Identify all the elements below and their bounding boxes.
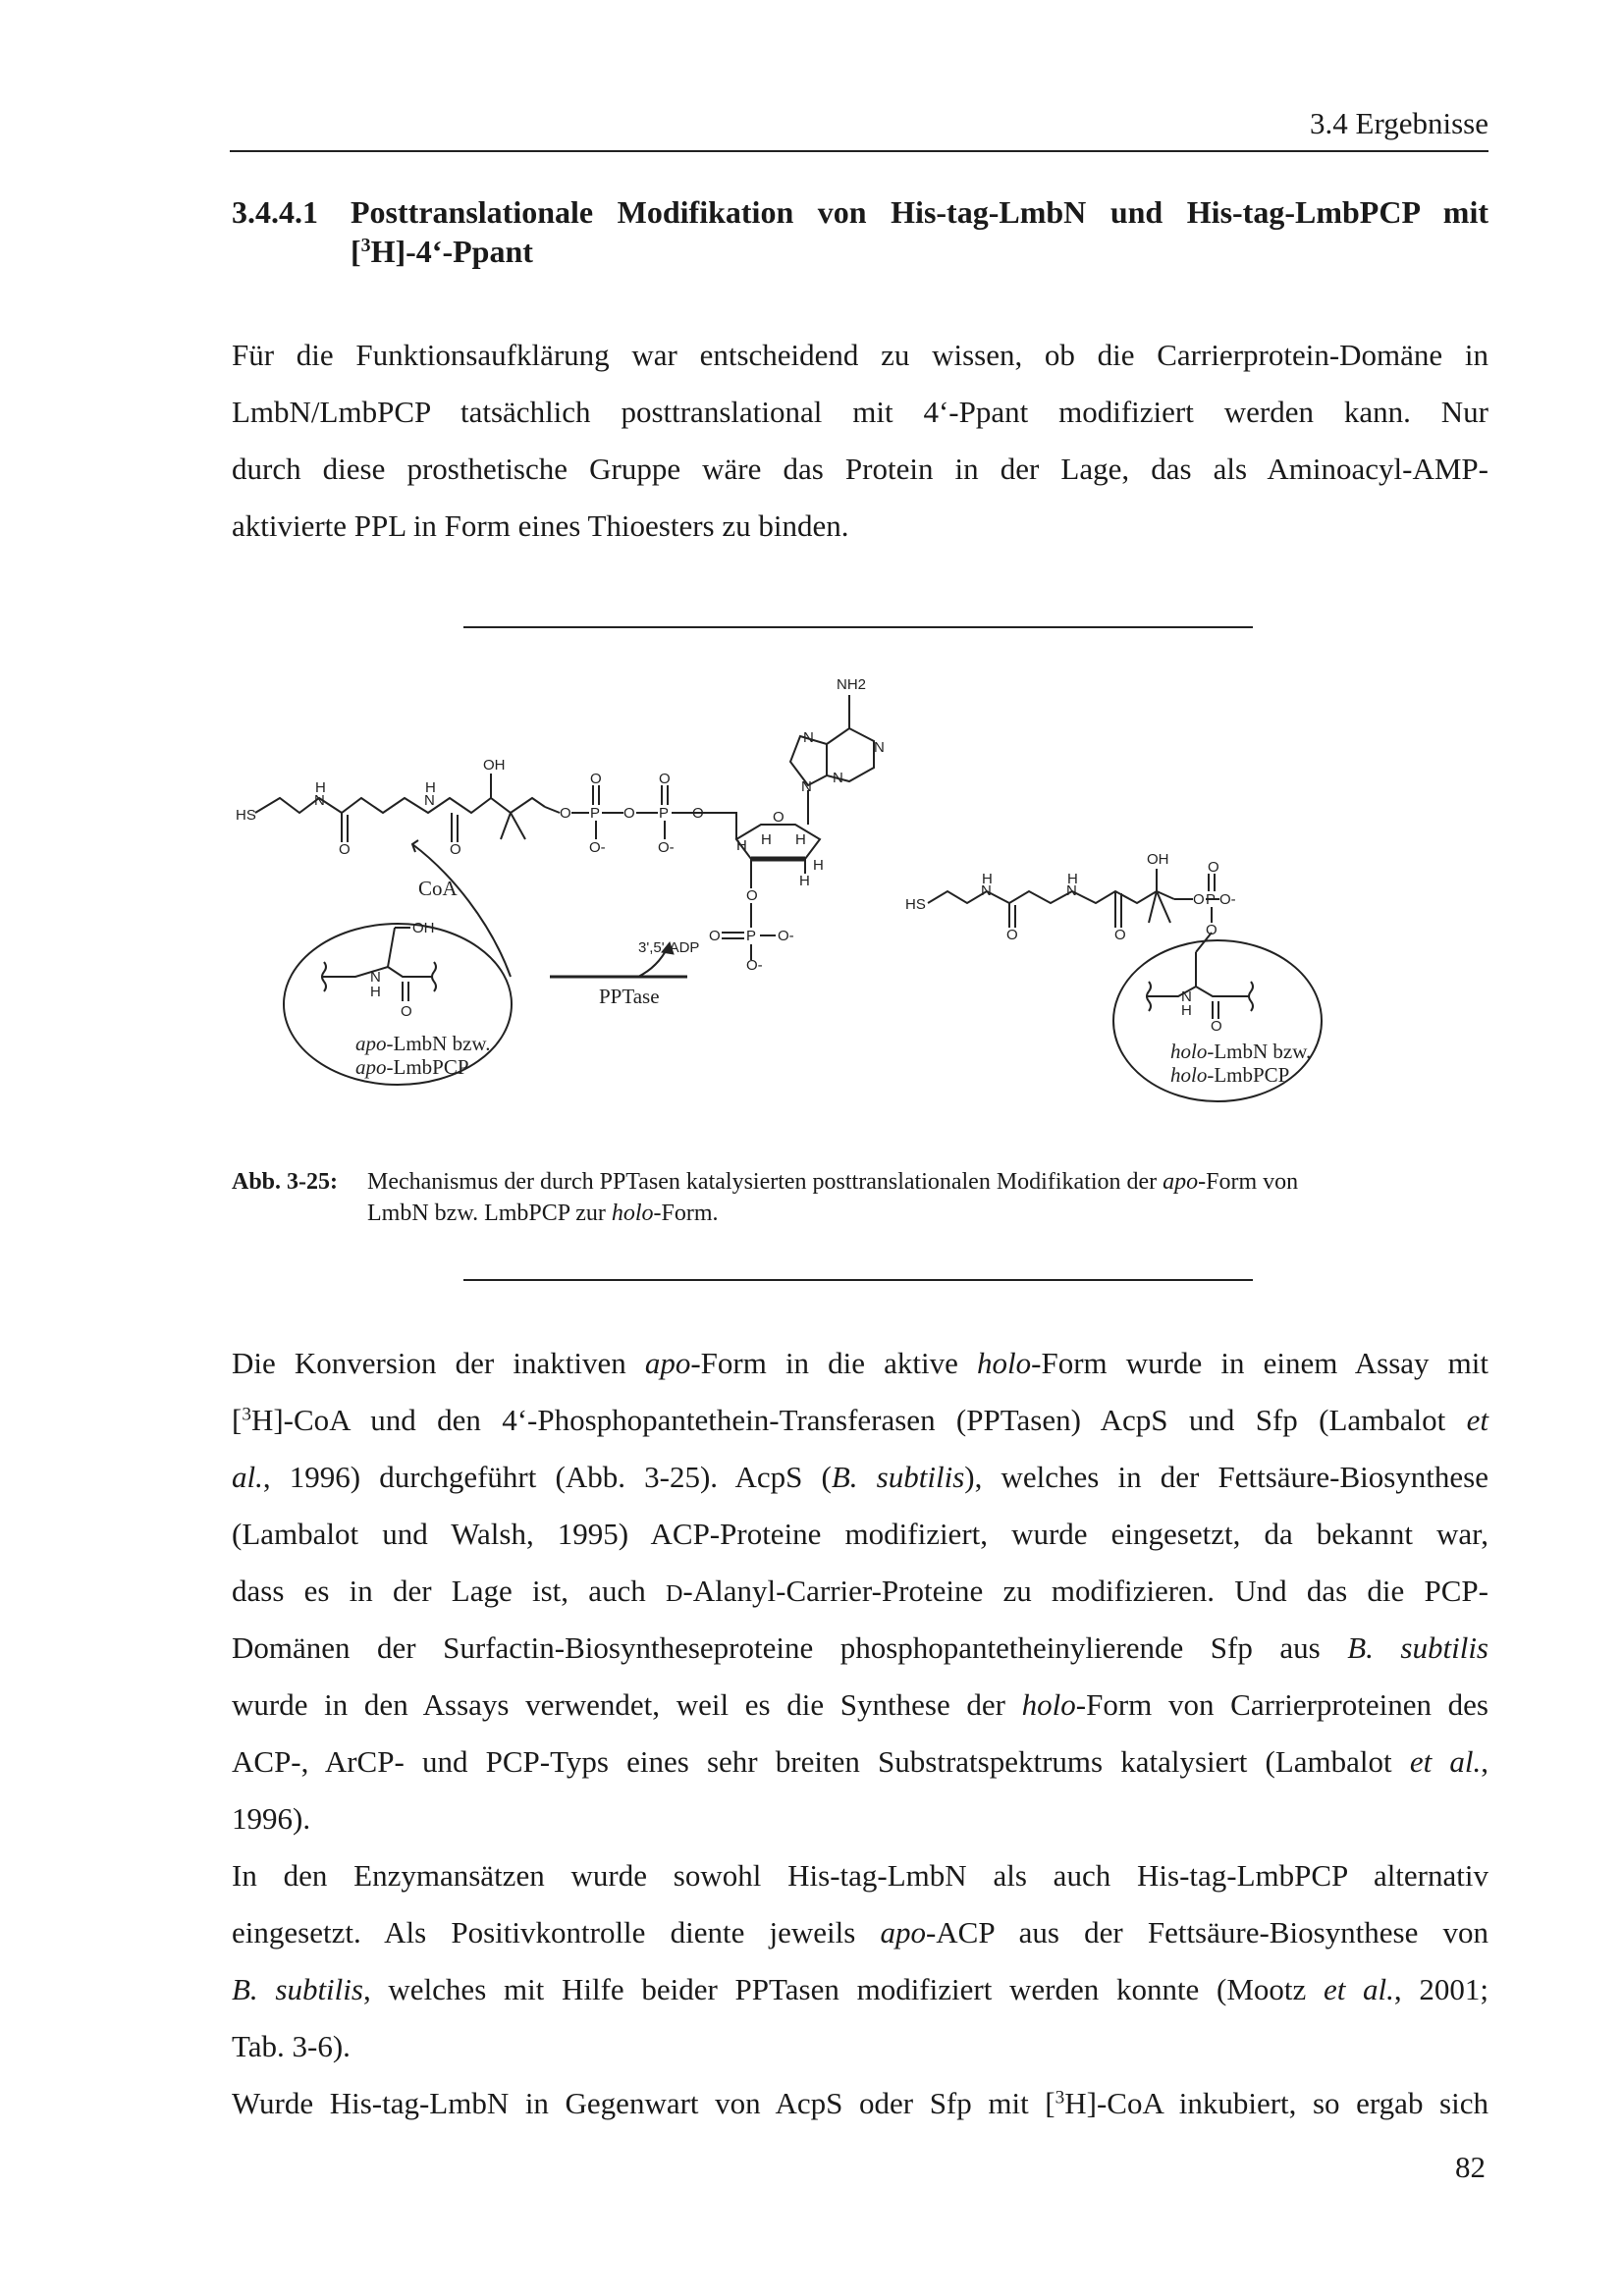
label-n: N — [833, 770, 843, 786]
label-h: H — [982, 871, 993, 887]
label-enzyme: PPTase — [599, 985, 660, 1008]
apo-ser-bond — [388, 928, 395, 967]
label-o: O — [339, 841, 351, 858]
label-holo-line1: holo-LmbN bzw. — [1170, 1040, 1312, 1063]
body-line: [$^3$H]-CoA und den 4‘-Phosphopantethein-Transferasen (PPTasen) AcpS und Sfp (Lambalot et — [232, 1403, 1488, 1437]
intro-line: Für die Funktionsaufklärung war entscheidend zu wissen, ob die Carrierprotein-Domäne in — [232, 338, 1488, 372]
body-line: dass es in der Lage ist, auch D-Alanyl-Carrier-Proteine zu modifizieren. Und das die PCP- — [232, 1574, 1488, 1608]
label-byproduct: 3',5'-ADP — [638, 939, 700, 956]
body-line: ACP-, ArCP- und PCP-Typs eines sehr breiten Substratspektrums katalysiert (Lambalot et al., — [232, 1744, 1488, 1779]
label-n: N — [1066, 882, 1077, 899]
label-o: O — [560, 805, 571, 822]
label-p: P — [746, 928, 757, 944]
label-n: N — [874, 739, 885, 756]
label-o: O — [746, 887, 758, 904]
label-o-minus: O- — [589, 839, 606, 856]
attack-arrow — [412, 844, 511, 977]
body-line: al., 1996) durchgeführt (Abb. 3-25). AcpS (B. subtilis), welches in der Fettsäure-Biosynthese — [232, 1460, 1488, 1494]
label-o: O — [450, 841, 461, 858]
figure-bottom-rule — [463, 1279, 1253, 1281]
coa-methyl-bond — [511, 813, 525, 839]
label-n: N — [803, 729, 814, 746]
section-title-line1: Posttranslationale Modifikation von His-tag-LmbN und His-tag-LmbPCP mit — [351, 194, 1488, 230]
label-n: N — [981, 882, 992, 899]
figure-reaction-scheme — [226, 667, 1502, 1109]
label-h: H — [813, 857, 824, 874]
label-o-minus: O- — [658, 839, 675, 856]
label-apo-line2: apo-LmbPCP — [355, 1055, 469, 1079]
label-o: O — [1206, 922, 1217, 938]
page-number: 82 — [1455, 2150, 1486, 2184]
body-line: 1996). — [232, 1801, 311, 1836]
body-paragraph — [232, 1335, 1488, 2132]
body-line: In den Enzymansätzen wurde sowohl His-tag-LmbN als auch His-tag-LmbPCP alternativ — [232, 1858, 1488, 1893]
body-line: eingesetzt. Als Positivkontrolle diente jeweils apo-ACP aus der Fettsäure-Biosynthese von — [232, 1915, 1488, 1949]
coa-ester-bond — [545, 807, 560, 813]
label-n: N — [801, 778, 812, 795]
label-h: H — [795, 831, 806, 848]
label-n: N — [370, 969, 381, 986]
header-rule — [230, 150, 1488, 152]
label-o-minus: O- — [778, 928, 794, 944]
caption-label: Abb. 3-25: — [232, 1169, 339, 1195]
label-p: P — [590, 805, 601, 822]
label-h: H — [425, 779, 436, 796]
intro-line: LmbN/LmbPCP tatsächlich posttranslational mit 4‘-Ppant modifiziert werden kann. Nur — [232, 395, 1488, 429]
body-line: B. subtilis, welches mit Hilfe beider PPTasen modifiziert werden konnte (Mootz et al., 2001; — [232, 1972, 1488, 2006]
holo-chain-bond — [928, 891, 1174, 903]
label-h: H — [370, 984, 381, 1000]
label-h: H — [1067, 871, 1078, 887]
label-o: O — [1114, 927, 1126, 943]
label-o: O — [1193, 891, 1205, 908]
section-number: 3.4.4.1 — [232, 194, 318, 230]
label-o: O — [692, 805, 704, 822]
label-n: N — [314, 792, 325, 809]
label-o: O — [709, 928, 721, 944]
body-line: (Lambalot und Walsh, 1995) ACP-Proteine modifiziert, wurde eingesetzt, da bekannt war, — [232, 1517, 1488, 1551]
label-h: H — [761, 831, 772, 848]
label-h: H — [736, 837, 747, 854]
reaction-scheme-svg — [226, 667, 1502, 1109]
label-p: P — [659, 805, 670, 822]
label-n: N — [1181, 988, 1192, 1005]
label-nh2: NH2 — [837, 676, 867, 693]
section-title-line2: [$^3$H]-4‘-Ppant — [351, 234, 533, 269]
body-line: Domänen der Surfactin-Biosyntheseproteine phosphopantetheinylierende Sfp aus B. subtilis — [232, 1630, 1488, 1665]
label-n: N — [424, 792, 435, 809]
label-oh: OH — [483, 757, 506, 774]
body-line: Tab. 3-6). — [232, 2029, 351, 2063]
apo-wavy-right — [432, 962, 436, 991]
label-o-minus: O- — [1219, 891, 1236, 908]
label-o: O — [590, 771, 602, 787]
intro-line: durch diese prosthetische Gruppe wäre das Protein in der Lage, das als Aminoacyl-AMP- — [232, 452, 1488, 486]
label-holo-line2: holo-LmbPCP — [1170, 1063, 1290, 1087]
label-o: O — [1006, 927, 1018, 943]
label-h: H — [799, 873, 810, 889]
body-line: Wurde His-tag-LmbN in Gegenwart von AcpS oder Sfp mit [$^3$H]-CoA inkubiert, so ergab sich — [232, 2086, 1488, 2120]
body-line: Die Konversion der inaktiven apo-Form in die aktive holo-Form wurde in einem Assay mit — [232, 1346, 1488, 1380]
label-apo-line1: apo-LmbN bzw. — [355, 1032, 491, 1055]
label-h: H — [1181, 1002, 1192, 1019]
label-o-minus: O- — [746, 957, 763, 974]
holo-backbone — [1147, 987, 1249, 996]
label-oh: OH — [412, 920, 435, 936]
intro-line: aktivierte PPL in Form eines Thioesters zu binden. — [232, 508, 849, 543]
label-hs: HS — [905, 896, 926, 913]
label-o: O — [1208, 859, 1219, 876]
label-hs: HS — [236, 807, 256, 824]
ribose-ring — [736, 825, 820, 859]
label-coa: CoA — [418, 877, 458, 900]
label-o: O — [659, 771, 671, 787]
intro-paragraph — [232, 327, 1488, 555]
figure-top-rule — [463, 626, 1253, 628]
running-head: 3.4 Ergebnisse — [1310, 106, 1488, 140]
label-oh: OH — [1147, 851, 1169, 868]
label-h: H — [315, 779, 326, 796]
caption-text: Mechanismus der durch PPTasen katalysierten posttranslationalen Modifikation der apo-Form von LmbN bzw. LmbPCP zur holo-Form. — [367, 1169, 1299, 1226]
label-o: O — [401, 1003, 412, 1020]
label-o: O — [623, 805, 635, 822]
label-o: O — [1211, 1018, 1222, 1035]
coa-methyl-bond — [501, 813, 511, 839]
holo-wavy-right — [1249, 982, 1253, 1011]
body-line: wurde in den Assays verwendet, weil es die Synthese der holo-Form von Carrierproteinen des — [232, 1687, 1488, 1722]
coa-chain-bond — [255, 798, 545, 813]
label-p: P — [1206, 891, 1217, 908]
label-o: O — [773, 809, 784, 826]
